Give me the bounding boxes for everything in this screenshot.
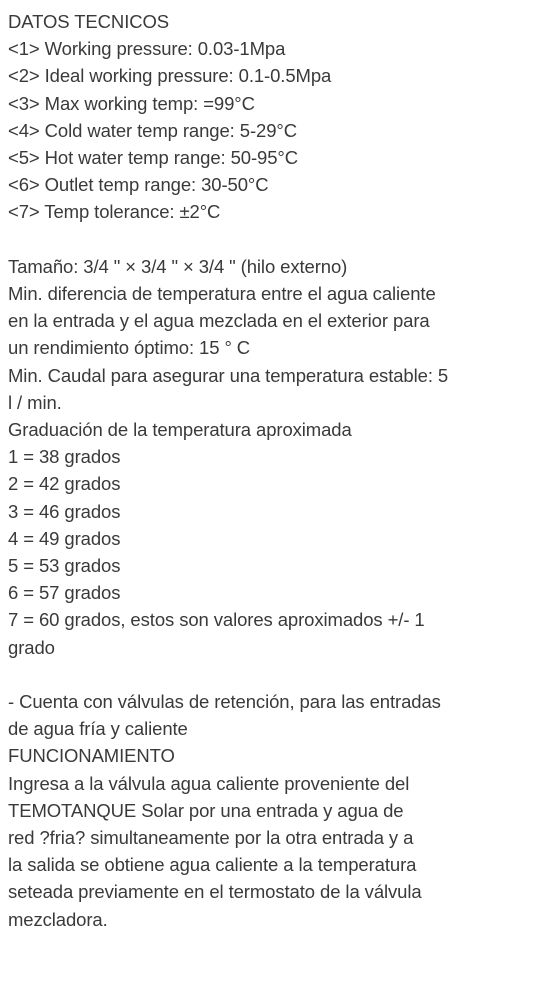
- graduation-item-5: 5 = 53 grados: [8, 555, 121, 577]
- spec-item-5: <5> Hot water temp range: 50-95°C: [8, 147, 298, 169]
- size-line: Tamaño: 3/4 " × 3/4 " × 3/4 " (hilo externo): [8, 255, 348, 277]
- blank-line: [8, 661, 531, 688]
- operation-line-3: red ?fria? simultaneamente por la otra entrada y a: [8, 827, 414, 849]
- valves-line-2: de agua fría y caliente: [8, 718, 188, 740]
- operation-line-6: mezcladora.: [8, 908, 108, 930]
- operation-line-2: TEMOTANQUE Solar por una entrada y agua de: [8, 799, 404, 821]
- blank-line: [8, 226, 531, 253]
- graduation-item-3: 3 = 46 grados: [8, 500, 121, 522]
- min-flow-line-1: Min. Caudal para asegurar una temperatura estable: 5: [8, 364, 449, 386]
- valves-line-1: - Cuenta con válvulas de retención, para las entradas: [8, 691, 441, 713]
- min-diff-line-1: Min. diferencia de temperatura entre el agua caliente: [8, 283, 436, 305]
- operation-line-4: la salida se obtiene agua caliente a la temperatura: [8, 854, 417, 876]
- graduation-item-2: 2 = 42 grados: [8, 473, 121, 495]
- spec-item-6: <6> Outlet temp range: 30-50°C: [8, 174, 269, 196]
- min-diff-line-3: un rendimiento óptimo: 15 ° C: [8, 337, 251, 359]
- spec-item-4: <4> Cold water temp range: 5-29°C: [8, 119, 297, 141]
- specs-title: DATOS TECNICOS: [8, 11, 170, 32]
- graduation-item-7: 7 = 60 grados, estos son valores aproximados +/- 1: [8, 609, 425, 631]
- spec-item-1: <1> Working pressure: 0.03-1Mpa: [8, 38, 286, 60]
- min-diff-line-2: en la entrada y el agua mezclada en el exterior para: [8, 310, 430, 332]
- spec-item-2: <2> Ideal working pressure: 0.1-0.5Mpa: [8, 65, 332, 87]
- spec-item-7: <7> Temp tolerance: ±2°C: [8, 201, 221, 223]
- operation-line-5: seteada previamente en el termostato de la válvula: [8, 881, 422, 903]
- operation-title: FUNCIONAMIENTO: [8, 745, 175, 767]
- graduation-title: Graduación de la temperatura aproximada: [8, 419, 352, 441]
- spec-item-3: <3> Max working temp: =99°C: [8, 92, 255, 114]
- graduation-tail: grado: [8, 636, 55, 658]
- graduation-item-1: 1 = 38 grados: [8, 446, 121, 468]
- graduation-item-4: 4 = 49 grados: [8, 527, 121, 549]
- min-flow-line-2: l / min.: [8, 391, 62, 413]
- graduation-item-6: 6 = 57 grados: [8, 582, 121, 604]
- operation-line-1: Ingresa a la válvula agua caliente proveniente del: [8, 772, 410, 794]
